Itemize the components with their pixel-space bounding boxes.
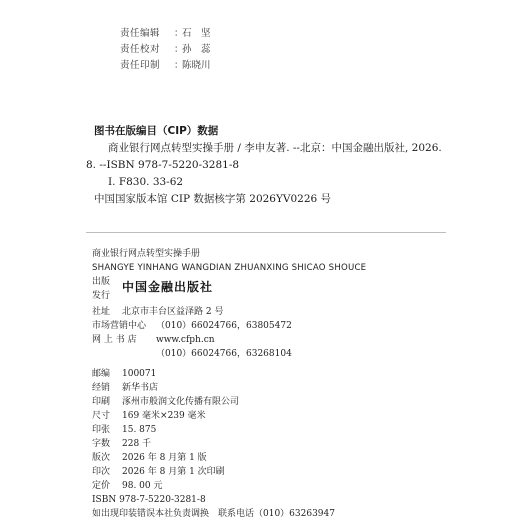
book-title-pinyin: SHANGYE YINHANG WANGDIAN ZHUANXING SHICAO SHOUCE (92, 263, 367, 273)
postcode-row: 邮编 100071 (92, 369, 157, 379)
book-title-cn: 商业银行网点转型实操手册 (92, 249, 201, 259)
address-row: 社址 北京市丰台区益泽路 2 号 (92, 307, 224, 317)
editor-label: 责任编辑 (120, 28, 161, 39)
isbn-row: ISBN 978-7-5220-3281-8 (92, 495, 206, 505)
distributor-row: 经销 新华书店 (92, 383, 159, 393)
size-row: 尺寸 169 毫米×239 毫米 (92, 411, 206, 421)
publish-label: 出版 (92, 277, 111, 287)
section-divider (86, 232, 446, 233)
proofreader-value: 孙 蕊 (182, 44, 211, 55)
editor-value: 石 坚 (182, 28, 211, 39)
edition-row: 版次 2026 年 8 月第 1 版 (92, 453, 207, 463)
words-row: 字数 228 千 (92, 439, 152, 449)
web-row: 网 上 书 店 www.cfph.cn (92, 335, 215, 345)
cip-heading: 图书在版编目（CIP）数据 (94, 125, 219, 137)
cip-line-isbn: 8. --ISBN 978-7-5220-3281-8 (86, 159, 240, 171)
distribute-label: 发行 (92, 291, 111, 301)
publisher-logo: 中国金融出版社 (122, 280, 214, 294)
print-manager-label: 责任印制 (120, 60, 161, 71)
web-phone-row: （010）66024766，63268104 (156, 349, 292, 359)
notice-row: 如出现印装错误本社负责调换 联系电话（010）63263947 (92, 509, 335, 519)
publisher-heading (92, 275, 366, 305)
publication-block (92, 247, 366, 521)
editor-row: 责任编辑 ：石 坚 (120, 26, 211, 42)
cip-line-classification: Ⅰ. F830. 33-62 (108, 176, 184, 188)
web-url: www.cfph.cn (156, 335, 215, 345)
print-manager-value: 陈晓川 (182, 60, 211, 71)
proofreader-row: 责任校对 ：孙 蕊 (120, 42, 211, 58)
proofreader-label: 责任校对 (120, 44, 161, 55)
marketing-row: 市场营销中心 （010）66024766，63805472 (92, 321, 292, 331)
editors-block (120, 26, 211, 74)
cip-line-record: 中国国家版本馆 CIP 数据核字第 2026YV0226 号 (94, 193, 332, 205)
printer-row: 印刷 涿州市般润文化传播有限公司 (92, 397, 240, 407)
price-row: 定价 98. 00 元 (92, 481, 163, 491)
cip-block (86, 123, 496, 208)
sheets-row: 印张 15. 875 (92, 425, 157, 435)
cip-line-title: 商业银行网点转型实操手册 / 李申友著. --北京：中国金融出版社, 2026. (108, 142, 442, 154)
print-manager-row: 责任印制 ：陈晓川 (120, 58, 211, 74)
printing-row: 印次 2026 年 8 月第 1 次印刷 (92, 467, 225, 477)
